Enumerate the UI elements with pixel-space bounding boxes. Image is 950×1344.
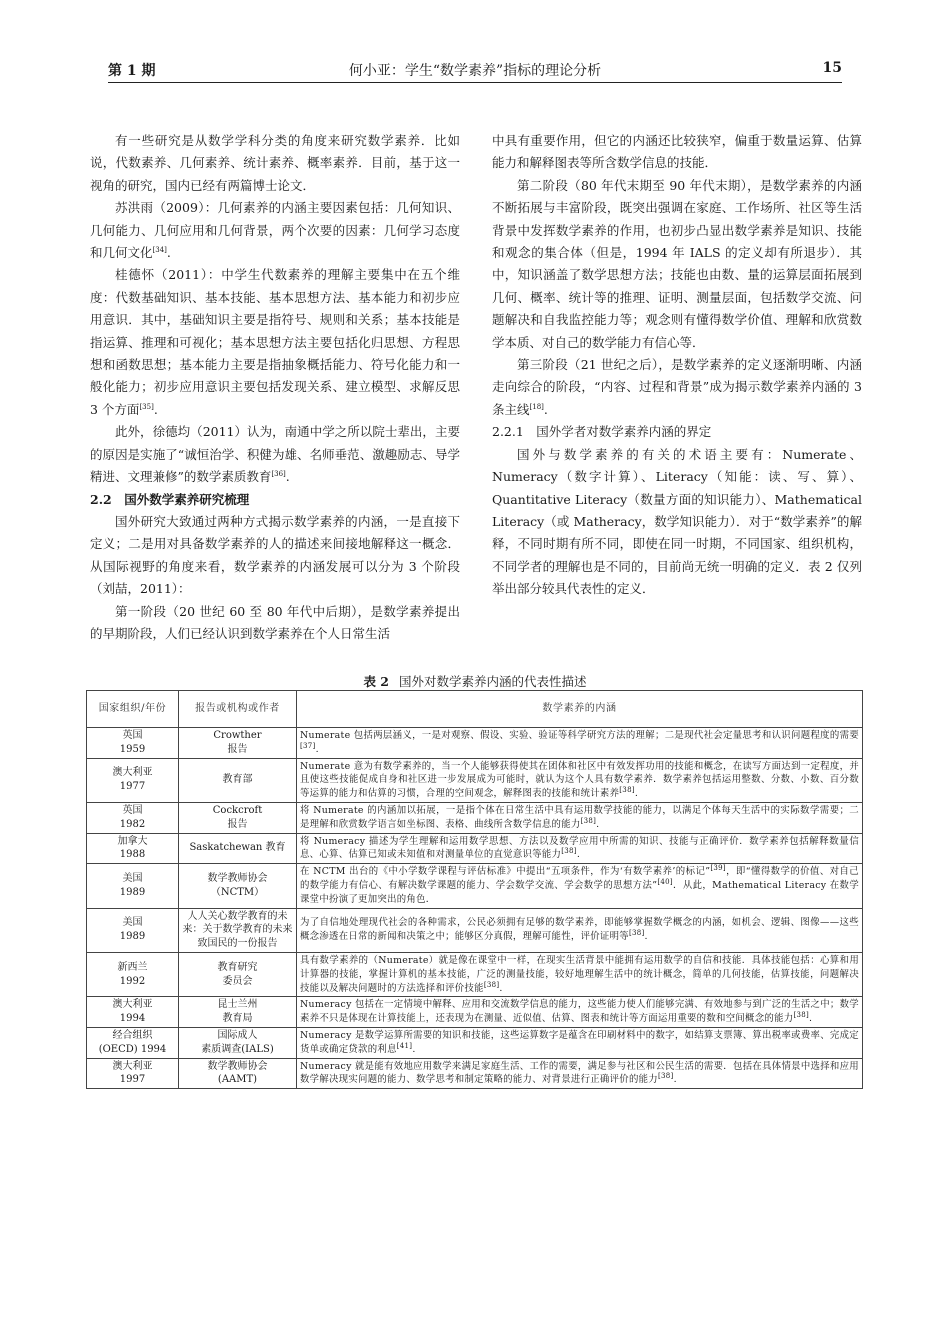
definition-end: . — [499, 982, 503, 994]
definition-cell — [297, 1027, 863, 1058]
source: 人人关心数学教育的未来：关于数学教育的未来致国民的一份报告 — [182, 910, 293, 950]
year: 1977 — [119, 781, 146, 793]
source-cell — [179, 952, 297, 996]
definition-text: Numerate 意为有数学素养的，当一个人能够获得使其在团体和社区中有效发挥功用的技能和概念，在读写方面达到一定程度，并且使这些技能促成自身和社区进一步发展成为可能时，就认为这个人具有数学素养．数学素养包括运用整数、分数、小数、百分数等运算的能力和估算的习惯，合理的空间观念，解释图表的技能和统计素养 — [300, 760, 859, 800]
source: Crowther — [213, 730, 262, 741]
definition-end: . — [673, 1074, 677, 1086]
country: 澳大利亚 — [112, 1060, 153, 1072]
paragraph: 国外研究大致通过两种方式揭示数学素养的内涵，一是直接下定义；二是用对具备数学素养的人的描述来间接地解释这一概念．从国际视野的角度来看，数学素养的内涵发展可以分为 3 个阶段（刘喆，2011）： — [90, 513, 460, 597]
citation: [37] — [300, 741, 316, 750]
source-line2: 教育局 — [222, 1013, 253, 1025]
definition-text: 将 Numerate 的内涵加以拓展，一是指个体在日常生活中具有运用数学技能的能力，以满足个体每天生活中的实际数学需要；二是理解和欣赏数学语言如坐标图、表格、曲线所含数学信息的能力 — [300, 804, 859, 830]
citation: [18] — [529, 402, 544, 411]
year: 1989 — [119, 931, 146, 943]
right-column — [492, 130, 862, 601]
source-cell — [179, 728, 297, 759]
definition-text: Numeracy 就是能有效地应用数学来满足家庭生活、工作的需要，满足参与社区和公民生活的需要．包括在具体情景中选择和应用数学解决现实问题的能力、数学思考和制定策略的能力、对背景进行正确评价的能力 — [300, 1060, 859, 1086]
definition-text: 为了自信地处理现代社会的各种需求，公民必须拥有足够的数学素养，即能够掌握数学概念的内涵，如机会、逻辑、图像——这些概念渗透在日常的新闻和决策之中；能够区分真假，理解可能性，评价证明等 — [300, 917, 859, 943]
definition-cell — [297, 1058, 863, 1089]
country: 美国 — [122, 917, 143, 929]
source: 教育研究 — [217, 961, 258, 973]
citation: [38] — [561, 847, 577, 856]
source: Cockcroft — [212, 804, 263, 816]
citation: [41] — [396, 1041, 413, 1050]
citation: [40] — [657, 877, 673, 886]
country-year-cell — [87, 758, 179, 802]
header-source: 报告或机构或作者 — [179, 691, 297, 728]
paragraph: 此外，徐德均（2011）认为，南通中学之所以院士辈出，主要的原因是实施了“诚恒治学、积健为雄、名师垂范、激趣励志、导学精进、文理兼修”的数学素质教育[36]. — [90, 424, 460, 485]
country: 澳大利亚 — [112, 767, 153, 779]
definition-text: ．从此，Mathematical Literacy 在数学课堂中扮演了更加突出的角色． — [300, 879, 859, 905]
issue-number: 第 1 期 — [108, 63, 156, 79]
table-row — [87, 802, 863, 833]
table-row — [87, 952, 863, 996]
definition-end: . — [809, 1013, 813, 1025]
definition-end: . — [315, 743, 319, 755]
paragraph: 有一些研究是从数学学科分类的角度来研究数学素养．比如说，代数素养、几何素养、统计素养、概率素养．目前，基于这一视角的研究，国内已经有两篇博士论文． — [90, 133, 460, 193]
table-row — [87, 758, 863, 802]
country: 加拿大 — [117, 835, 148, 847]
paragraph: 第一阶段（20 世纪 60 至 80 年代中后期），是数学素养提出的早期阶段，人们已经认识到数学素养在个人日常生活 — [90, 603, 460, 641]
year: 1992 — [119, 975, 146, 987]
source-cell — [179, 908, 297, 952]
definition-text: 将 Numeracy 描述为学生理解和运用数学思想、方法以及数学应用中所需的知识、技能与正确评价．数学素养包括解释数量信息、心算、估算已知或未知值和对测量单位的直觉意识等能力 — [300, 835, 859, 861]
source-cell — [179, 1027, 297, 1058]
country-year-cell — [87, 952, 179, 996]
table-row — [87, 1058, 863, 1089]
citation: [39] — [710, 864, 726, 873]
country: 经合组织 — [112, 1029, 153, 1041]
left-column — [90, 130, 460, 645]
year: 1982 — [119, 818, 146, 830]
year: 1997 — [119, 1074, 146, 1086]
country-year-cell — [87, 864, 179, 908]
country-year-cell — [87, 1027, 179, 1058]
paragraph: 国外与数学素养的有关的术语主要有：Numerate、Numeracy（数字计算）、Literacy（知能：读、写、算）、Quantitative Literacy（数量方面的知识能力）、Mathematical Literacy（或 Matheracy，数学知识能力）．对于“数学素养”的解释，不同时期有所不同，即使在同一时期，不同国家、组织机构，不同学者的理解也是不同的，目前尚无统一明确的定义．表 2 仅列举出部分较具代表性的定义． — [492, 446, 862, 597]
subsection-heading: 2.2.1 国外学者对数学素养内涵的界定 — [492, 424, 712, 440]
definition-end: . — [634, 788, 639, 800]
citation: [34] — [152, 245, 167, 254]
definition-text: Numeracy 是数学运算所需要的知识和技能，这些运算数字是蕴含在印刷材料中的数字，如结算支票簿、算出税率或费率、完成定货单或确定贷款的利息 — [300, 1029, 859, 1055]
source-cell — [179, 1058, 297, 1089]
country-year-cell — [87, 997, 179, 1028]
year: 1959 — [119, 743, 146, 755]
definitions-table — [86, 690, 863, 1089]
citation: [35] — [139, 402, 154, 411]
citation: [38] — [628, 929, 645, 938]
definition-cell — [297, 802, 863, 833]
source-cell — [179, 997, 297, 1028]
year: 1989 — [119, 886, 146, 898]
definition-text: 具有数学素养的（Numerate）就是像在课堂中一样，在现实生活背景中能拥有运用数学的自信和技能．具体技能包括：心算和用计算器的技能，掌握计算机的基本技能，广泛的测量技能，较好地理解生活中的统计概念，简单的几何技能，估算技能，问题解决技能以及解决问题时的方法选择和评价技能 — [300, 954, 859, 994]
table-header-row — [87, 691, 863, 728]
definition-text: 在 NCTM 出台的《中小学数学课程与评估标准》中提出“五项条件，作为‘有数学素养’的标记” — [300, 866, 711, 878]
country-year-cell — [87, 1058, 179, 1089]
definition-end: . — [412, 1043, 416, 1055]
definition-text: ，即“懂得数学的价值、对自己的数学能力有信心、有解决数学课题的能力、学会数学交流、学会数学的思想方法” — [300, 866, 859, 891]
paragraph: 第二阶段（80 年代末期至 90 年代末期），是数学素养的内涵不断拓展与丰富阶段，既突出强调在家庭、工作场所、社区等生活背景中发挥数学素养的作用，也初步凸显出数学素养是知识、技能和观念的集合体（但是，1994 年 IALS 的定义却有所退步）．其中，知识涵盖了数学思想方法；技能也由数、量的运算层面拓展到几何、概率、统计等的推理、证明、测量层面，包括数学交流、问题解决和自我监控能力等；观念则有懂得数学价值、理解和欣赏数学本质、对自己的数学能力有信心等． — [492, 177, 862, 350]
year: 1988 — [119, 849, 146, 861]
paragraph: 桂德怀（2011）：中学生代数素养的理解主要集中在五个维度：代数基础知识、基本技能、基本思想方法、基本能力和初步应用意识．其中，基础知识主要是指符号、规则和关系；基本技能是指运算、推理和可视化；基本思想方法主要包括化归思想、方程思想和函数思想；基本能力主要是指抽象概括能力、符号化能力和一般化能力；初步应用意识主要包括发现关系、建立模型、求解反思 3 个方面[35]. — [90, 267, 460, 417]
paragraph: 苏洪雨（2009）：几何素养的内涵主要因素包括：几何知识、几何能力、几何应用和几何背景，两个次要的因素：几何学习态度和几何文化[34]. — [90, 200, 460, 261]
source-line2: （NCTM） — [210, 886, 265, 898]
running-header — [108, 60, 842, 83]
citation: [36] — [271, 469, 286, 478]
year: (OECD) 1994 — [98, 1043, 167, 1055]
country-year-cell — [87, 728, 179, 759]
definition-cell — [297, 908, 863, 952]
source-cell — [179, 833, 297, 864]
source-cell — [179, 758, 297, 802]
citation: [38] — [793, 1011, 810, 1020]
source-line2: 报告 — [227, 818, 248, 830]
country: 新西兰 — [117, 961, 148, 973]
table-row — [87, 997, 863, 1028]
table-row — [87, 864, 863, 908]
source: 教育部 — [222, 774, 253, 786]
table-row — [87, 1027, 863, 1058]
table-row — [87, 908, 863, 952]
table-row — [87, 728, 863, 759]
source: Saskatchewan 教育 — [189, 842, 286, 854]
definition-text: Numeracy 包括在一定情境中解释、应用和交流数学信息的能力，这些能力使人们能够完满、有效地参与到广泛的生活之中；数学素养不只是体现在计算技能上，还表现为在测量、近似值、估算、图表和统计等方面运用重要的数和空间概念的能力 — [300, 999, 859, 1025]
source-line2: 报告 — [227, 743, 248, 755]
citation: [38] — [580, 816, 597, 825]
source-cell — [179, 802, 297, 833]
header-country: 国家组织/年份 — [87, 691, 179, 728]
definition-cell — [297, 758, 863, 802]
country: 澳大利亚 — [112, 999, 153, 1011]
source-line2: (AAMT) — [217, 1074, 258, 1086]
table-caption — [90, 672, 860, 690]
source: 昆士兰州 — [217, 999, 258, 1011]
country: 英国 — [122, 730, 143, 741]
definition-end: . — [596, 818, 600, 830]
definition-end: . — [576, 849, 581, 861]
country: 英国 — [122, 804, 143, 816]
country: 美国 — [122, 873, 143, 885]
paragraph: 中具有重要作用，但它的内涵还比较狭窄，偏重于数量运算、估算能力和解释图表等所含数学信息的技能． — [492, 133, 862, 171]
source: 国际成人 — [217, 1029, 258, 1041]
definition-end: . — [644, 931, 648, 943]
running-title: 何小亚：学生“数学素养”指标的理论分析 — [348, 63, 602, 79]
citation: [38] — [483, 980, 500, 989]
header-definition: 数学素养的内涵 — [297, 691, 863, 728]
definition-cell — [297, 728, 863, 759]
table-title: 国外对数学素养内涵的代表性描述 — [399, 674, 587, 689]
country-year-cell — [87, 833, 179, 864]
definition-text: Numerate 包括两层涵义，一是对观察、假设、实验、验证等科学研究方法的理解；二是现代社会定量思考和认识问题程度的需要 — [300, 730, 859, 741]
definition-cell — [297, 997, 863, 1028]
page-number: 15 — [822, 60, 842, 76]
section-heading: 2.2 国外数学素养研究梳理 — [90, 491, 250, 507]
citation: [38] — [657, 1072, 674, 1081]
country-year-cell — [87, 908, 179, 952]
table-number: 表 2 — [363, 674, 390, 689]
definition-cell — [297, 952, 863, 996]
source-line2: 素质调查(IALS) — [201, 1043, 274, 1055]
year: 1994 — [119, 1013, 146, 1025]
paragraph: 第三阶段（21 世纪之后），是数学素养的定义逐渐明晰、内涵走向综合的阶段，“内容、过程和背景”成为揭示数学素养内涵的 3 条主线[18]. — [492, 357, 862, 417]
source: 数学教师协会 — [207, 873, 268, 885]
citation: [38] — [619, 786, 635, 795]
source: 数学教师协会 — [207, 1060, 268, 1072]
table-row — [87, 833, 863, 864]
country-year-cell — [87, 802, 179, 833]
definition-cell — [297, 864, 863, 908]
source-line2: 委员会 — [222, 975, 253, 987]
definition-cell — [297, 833, 863, 864]
source-cell — [179, 864, 297, 908]
